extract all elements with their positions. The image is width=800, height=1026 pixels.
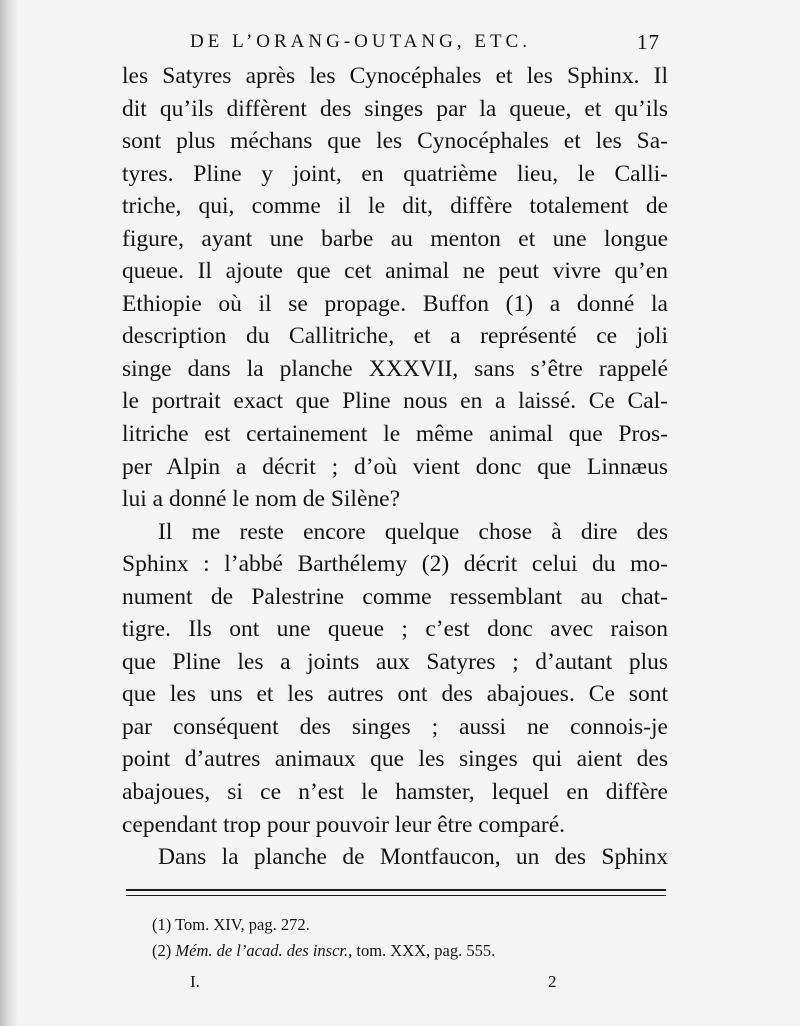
text-line: triche, qui, comme il le dit, diffère totalement de <box>122 193 668 220</box>
text-line: par conséquent des singes ; aussi ne connois-je <box>122 713 668 740</box>
text-line: queue. Il ajoute que cet animal ne peut vivre qu’en <box>122 258 668 285</box>
text-line: description du Callitriche, et a représenté ce joli <box>122 323 668 350</box>
body-text <box>122 60 668 874</box>
signature-volume: I. <box>190 972 200 991</box>
signature-marks <box>190 972 570 998</box>
footnote-2-source: Mém. de l’acad. des inscr. <box>175 941 349 960</box>
text-line: figure, ayant une barbe au menton et une longue <box>122 225 668 252</box>
signature-gathering: 2 <box>548 972 557 991</box>
text-line: que Pline les a joints aux Satyres ; d’autant plus <box>122 648 668 675</box>
text-line: Sphinx : l’abbé Barthélemy (2) décrit celui du mo- <box>122 551 668 578</box>
text-line: abajoues, si ce n’est le hamster, lequel en diffère <box>122 779 668 806</box>
footnote-1: (1) Tom. XIV, pag. 272. <box>152 915 310 934</box>
running-head-title: DE L’ORANG-OUTANG, ETC. <box>190 31 531 52</box>
text-line: que les uns et les autres ont des abajoues. Ce sont <box>122 681 668 708</box>
page-number: 17 <box>637 30 660 54</box>
text-line: tyres. Pline y joint, en quatrième lieu, le Calli- <box>122 160 668 187</box>
text-line: lui a donné le nom de Silène? <box>122 486 401 513</box>
text-line: Dans la planche de Montfaucon, un des Sphinx <box>158 844 668 871</box>
text-line: le portrait exact que Pline nous en a laissé. Ce Cal- <box>122 388 668 415</box>
running-head <box>190 26 660 58</box>
footnote-2-marker: (2) <box>152 941 176 960</box>
text-line: Il me reste encore quelque chose à dire des <box>158 518 668 545</box>
text-line: les Satyres après les Cynocéphales et les Sphinx. Il <box>122 63 668 89</box>
text-line: point d’autres animaux que les singes qui aient des <box>122 746 668 773</box>
footnotes <box>152 912 652 964</box>
text-line: sont plus méchans que les Cynocéphales et les Sa- <box>122 128 668 155</box>
text-line: per Alpin a décrit ; d’où vient donc que Linnæus <box>122 453 668 480</box>
text-line: Ethiopie où il se propage. Buffon (1) a donné la <box>122 290 668 317</box>
text-line: cependant trop pour pouvoir leur être comparé. <box>122 811 566 838</box>
footnote-2-reference: , tom. XXX, pag. 555. <box>348 941 496 960</box>
footnote-2 <box>152 938 652 964</box>
text-line: tigre. Ils ont une queue ; c’est donc avec raison <box>122 616 668 643</box>
page-binding-edge <box>0 0 18 1026</box>
text-line: dit qu’ils diffèrent des singes par la queue, et qu’ils <box>122 95 668 122</box>
text-line: litriche est certainement le même animal que Pros- <box>122 421 668 448</box>
text-line: nument de Palestrine comme ressemblant au chat- <box>122 583 668 610</box>
footnote-rule <box>126 889 666 896</box>
text-line: singe dans la planche XXXVII, sans s’être rappelé <box>122 355 668 382</box>
